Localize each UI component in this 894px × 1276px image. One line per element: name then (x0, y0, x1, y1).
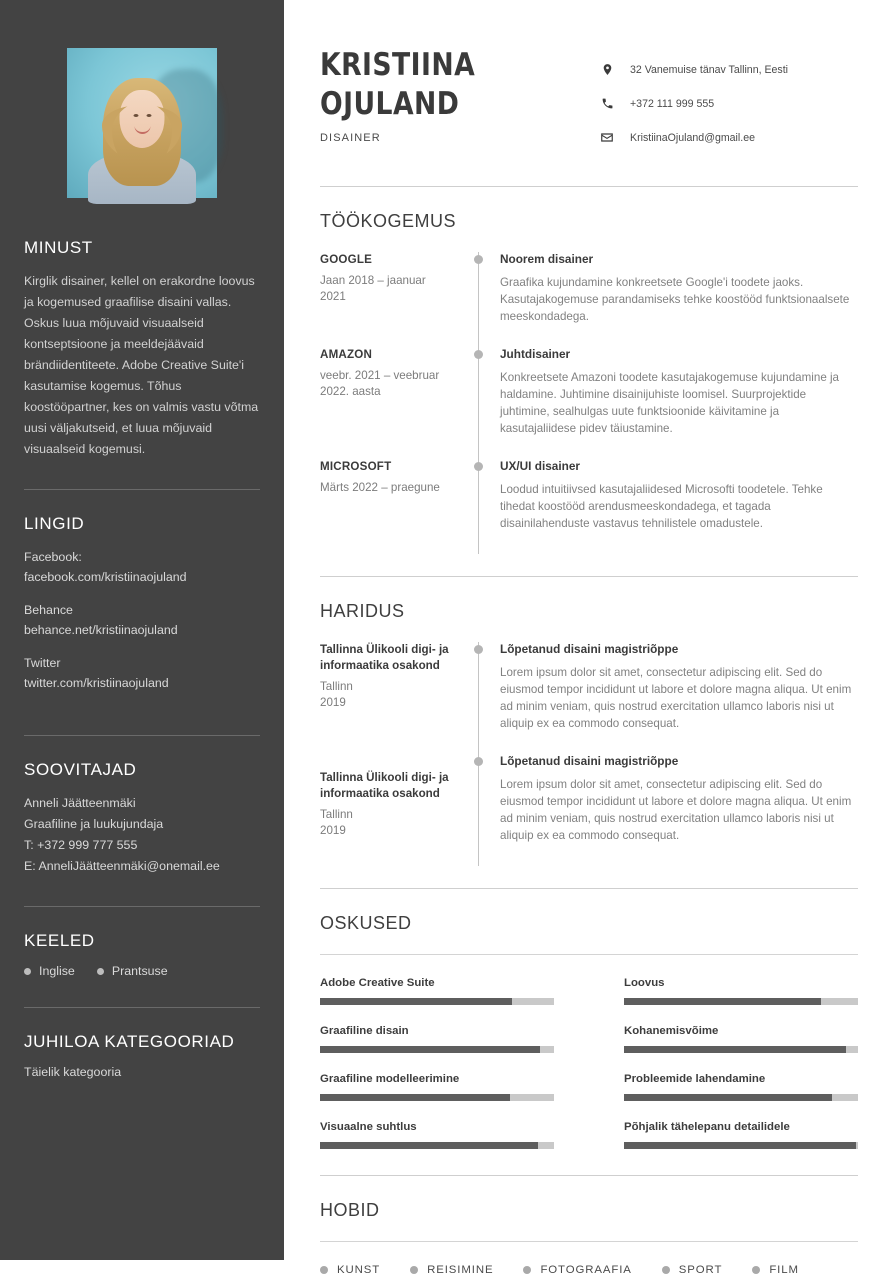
timeline-marker (468, 347, 490, 459)
education-degree: Lõpetanud disaini magistriõppe (500, 642, 679, 656)
first-name: KRISTIINA (320, 47, 476, 83)
bullet-dot-icon (662, 1266, 670, 1274)
skill-bar-track (624, 1046, 858, 1053)
contact-address[interactable] (596, 62, 858, 77)
skill-item (624, 1073, 858, 1101)
link-item-behance[interactable] (24, 600, 260, 640)
skill-bar-track (320, 1046, 554, 1053)
education-city: Tallinn (320, 680, 353, 693)
timeline-marker (468, 754, 490, 866)
bullet-dot-icon (97, 968, 104, 975)
skill-bar-fill (320, 1094, 510, 1101)
reference-email: E: AnneliJäätteenmäki@onemail.ee (24, 859, 220, 873)
reference-role: Graafiline ja luukujundaja (24, 817, 164, 831)
skill-bar-fill (624, 998, 821, 1005)
hobby-item (662, 1264, 723, 1276)
location-pin-icon (596, 62, 618, 77)
hobby-item (523, 1264, 631, 1276)
timeline-dot-icon (474, 462, 483, 471)
licence-section (24, 1032, 260, 1083)
link-url[interactable]: behance.net/kristiinaojuland (24, 623, 178, 637)
experience-description: Konkreetsete Amazoni toodete kasutajakogemuse kujundamine ja haldamine. Juhtimine disainijuhiste loomisel. Suurprojektide juhtimine, sealhulgas uute funktsioonide käivitamine ja kasutajaliidese pidev täiustamine. (500, 371, 840, 435)
bullet-dot-icon (752, 1266, 760, 1274)
link-label: Facebook: (24, 550, 82, 564)
hobby-item (752, 1264, 799, 1276)
contact-address-text: 32 Vanemuise tänav Tallinn, Eesti (630, 63, 789, 76)
skill-bar-track (624, 998, 858, 1005)
education-title: HARIDUS (320, 601, 405, 621)
experience-title: TÖÖKOGEMUS (320, 211, 457, 231)
skill-bar-track (624, 1142, 858, 1149)
skill-bar-fill (320, 998, 512, 1005)
education-section (320, 577, 858, 866)
education-entry (320, 642, 858, 754)
hobbies-list (320, 1264, 858, 1276)
hobby-item (410, 1264, 493, 1276)
link-item-facebook[interactable] (24, 547, 260, 587)
education-school: Tallinna Ülikooli digi- ja informaatika osakond (320, 643, 449, 672)
link-label: Twitter (24, 656, 61, 670)
skills-divider (320, 954, 858, 955)
experience-job-title: Noorem disainer (500, 252, 594, 266)
references-title: SOOVITAJAD (24, 760, 137, 779)
about-section (24, 238, 260, 464)
hobbies-divider (320, 1241, 858, 1242)
hobby-label: SPORT (678, 1264, 723, 1276)
experience-entry (320, 459, 858, 554)
hobby-label: FOTOGRAAFIA (540, 1264, 632, 1276)
avatar (67, 48, 217, 198)
timeline-dot-icon (474, 757, 483, 766)
hobby-label: REISIMINE (427, 1264, 494, 1276)
links-title: LINGID (24, 514, 85, 533)
skill-item (320, 1025, 554, 1053)
timeline-line (478, 252, 479, 347)
education-body (490, 642, 858, 754)
skill-bar-track (624, 1094, 858, 1101)
timeline-dot-icon (474, 255, 483, 264)
experience-entry (320, 347, 858, 459)
timeline-dot-icon (474, 350, 483, 359)
skill-item (624, 1121, 858, 1149)
education-meta (320, 754, 468, 866)
skill-item (320, 977, 554, 1005)
experience-company: MICROSOFT (320, 460, 392, 473)
contact-phone-text: +372 111 999 555 (630, 97, 715, 110)
link-url[interactable]: facebook.com/kristiinaojuland (24, 570, 187, 584)
education-description: Lorem ipsum dolor sit amet, consectetur adipiscing elit. Sed do eiusmod tempor incididunt ut labore et dolore magna aliqua. Ut enim ad minim veniam, quis nostrud exercitation ullamco laboris nisi ut aliquip ex ea commodo consequat. (500, 666, 852, 730)
link-item-twitter[interactable] (24, 653, 260, 693)
skill-bar-fill (624, 1142, 856, 1149)
hobbies-section (320, 1176, 858, 1276)
about-text: Kirglik disainer, kellel on erakordne loovus ja kogemused graafilise disaini vallas. Oskus luua mõjuvaid visuaalseid kontseptsioone ja meeldejäävaid brändiidentiteete. Adobe Creative Suite'i kasutamise kogemus. Tõhus koostööpartner, kes on valmis vastu võtma uusi väljakutseid, et luua mõjuvaid visuaalseid kogemusi. (24, 274, 259, 456)
contact-phone[interactable] (596, 96, 858, 111)
skill-item (624, 977, 858, 1005)
link-url[interactable]: twitter.com/kristiinaojuland (24, 676, 169, 690)
last-name: OJULAND (320, 86, 460, 122)
reference-phone: T: +372 999 777 555 (24, 838, 138, 852)
skill-label: Kohanemisvõime (624, 1025, 719, 1037)
education-body (490, 754, 858, 866)
hobby-label: FILM (769, 1264, 799, 1276)
hobby-label: KUNST (337, 1264, 381, 1276)
job-role: DISAINER (320, 132, 381, 144)
bullet-dot-icon (523, 1266, 531, 1274)
skill-bar-track (320, 1094, 554, 1101)
bullet-dot-icon (410, 1266, 418, 1274)
hobby-item (320, 1264, 380, 1276)
experience-period: Jaan 2018 – jaanuar 2021 (320, 274, 426, 303)
sidebar-divider-2 (24, 735, 260, 736)
languages-section (24, 931, 260, 982)
languages-title: KEELED (24, 931, 95, 950)
skill-label: Adobe Creative Suite (320, 977, 435, 989)
experience-entry (320, 252, 858, 347)
skill-label: Probleemide lahendamine (624, 1073, 766, 1085)
contact-email[interactable] (596, 130, 858, 145)
experience-description: Graafika kujundamine konkreetsete Google'i toodete jaoks. Kasutajakogemuse parandamiseks tehke koostööd funktsionaalsete meeskondadega. (500, 276, 850, 323)
skill-bar-track (320, 998, 554, 1005)
experience-meta (320, 252, 468, 347)
languages-list (24, 964, 260, 978)
timeline-line (478, 754, 479, 866)
language-item (97, 964, 168, 978)
skill-item (624, 1025, 858, 1053)
skill-label: Graafiline modelleerimine (320, 1073, 460, 1085)
education-meta (320, 642, 468, 754)
experience-section (320, 187, 858, 554)
education-city: Tallinn (320, 808, 353, 821)
links-section (24, 514, 260, 710)
skill-bar-fill (624, 1046, 846, 1053)
link-label: Behance (24, 603, 73, 617)
timeline-marker (468, 642, 490, 754)
timeline-dot-icon (474, 645, 483, 654)
sidebar (0, 0, 284, 1260)
experience-period: Märts 2022 – praegune (320, 481, 440, 494)
education-school: Tallinna Ülikooli digi- ja informaatika osakond (320, 771, 449, 800)
timeline-line (478, 347, 479, 459)
sidebar-divider-4 (24, 1007, 260, 1008)
experience-body (490, 459, 858, 554)
experience-company: GOOGLE (320, 253, 373, 266)
skills-title: OSKUSED (320, 913, 412, 933)
experience-company: AMAZON (320, 348, 373, 361)
reference-name: Anneli Jäätteenmäki (24, 796, 136, 810)
experience-job-title: UX/UI disainer (500, 459, 580, 473)
skill-bar-fill (624, 1094, 832, 1101)
skill-item (320, 1121, 554, 1149)
timeline-line (478, 642, 479, 754)
profile-photo-wrapper (24, 0, 260, 238)
sidebar-divider-1 (24, 489, 260, 490)
avatar-hair-front (102, 89, 182, 161)
skill-bar-fill (320, 1142, 538, 1149)
experience-body (490, 347, 858, 459)
contact-email-text: KristiinaOjuland@gmail.ee (630, 131, 755, 144)
education-year: 2019 (320, 824, 346, 837)
language-label: Prantsuse (111, 964, 168, 978)
experience-meta (320, 347, 468, 459)
timeline-line (478, 459, 479, 554)
bullet-dot-icon (24, 968, 31, 975)
skill-label: Graafiline disain (320, 1025, 409, 1037)
resume-header (320, 46, 858, 164)
experience-job-title: Juhtdisainer (500, 347, 571, 361)
timeline-marker (468, 252, 490, 347)
experience-period: veebr. 2021 – veebruar 2022. aasta (320, 369, 440, 398)
phone-icon (596, 96, 618, 111)
education-degree: Lõpetanud disaini magistriõppe (500, 754, 679, 768)
identity-block (320, 46, 500, 164)
skill-bar-fill (320, 1046, 540, 1053)
timeline-marker (468, 459, 490, 554)
contact-list (596, 46, 858, 164)
skills-grid (320, 977, 858, 1149)
skill-item (320, 1073, 554, 1101)
bullet-dot-icon (320, 1266, 328, 1274)
references-section (24, 760, 260, 881)
sidebar-divider-3 (24, 906, 260, 907)
about-title: MINUST (24, 238, 93, 257)
licence-title: JUHILOA KATEGOORIAD (24, 1032, 235, 1051)
skill-label: Põhjalik tähelepanu detailidele (624, 1121, 790, 1133)
education-entry (320, 754, 858, 866)
hobbies-title: HOBID (320, 1200, 380, 1220)
education-description: Lorem ipsum dolor sit amet, consectetur adipiscing elit. Sed do eiusmod tempor incididunt ut labore et dolore magna aliqua. Ut enim ad minim veniam, quis nostrud exercitation ullamco laboris nisi ut aliquip ex ea commodo consequat. (500, 778, 852, 842)
skill-label: Visuaalne suhtlus (320, 1121, 417, 1133)
envelope-icon (596, 130, 618, 145)
skill-bar-track (320, 1142, 554, 1149)
licence-text: Täielik kategooria (24, 1065, 122, 1079)
language-label: Inglise (39, 964, 75, 978)
experience-meta (320, 459, 468, 554)
experience-body (490, 252, 858, 347)
education-year: 2019 (320, 696, 346, 709)
main-content (284, 0, 894, 1276)
experience-description: Loodud intuitiivsed kasutajaliidesed Microsofti toodetele. Tehke tihedat koostööd arendusmeeskondadega, et tagada disainilahenduste vastavus tehnilistele omadustele. (500, 483, 823, 530)
skill-label: Loovus (624, 977, 665, 989)
language-item (24, 964, 75, 978)
skills-section (320, 889, 858, 1149)
